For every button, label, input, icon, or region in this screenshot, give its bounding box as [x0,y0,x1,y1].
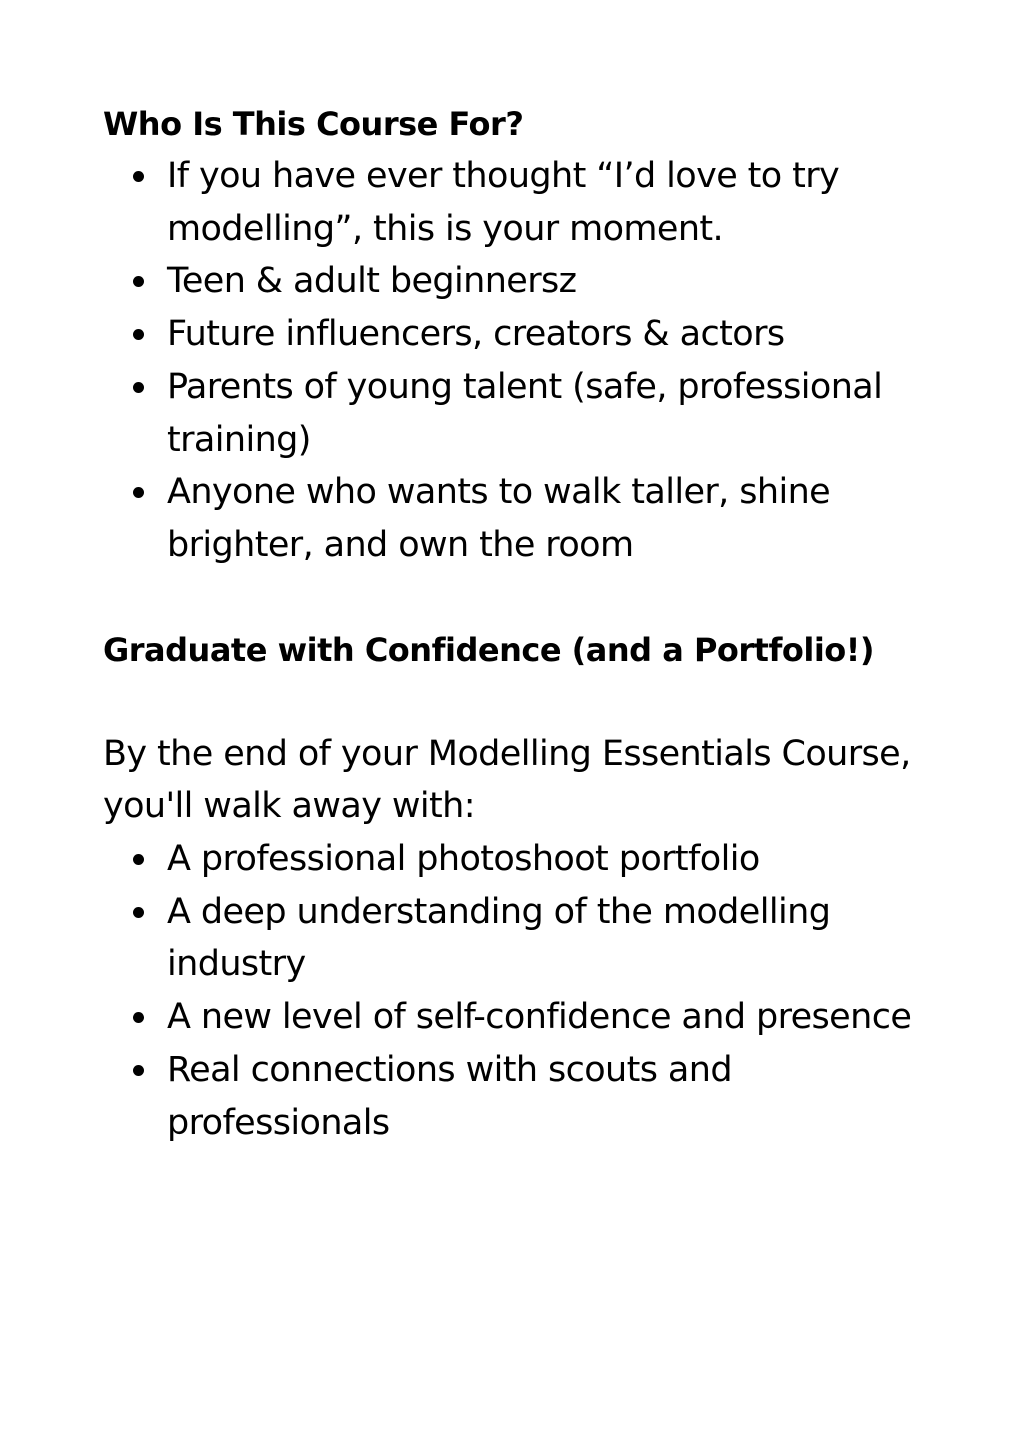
bullet-icon [133,171,144,182]
spacer [103,676,923,728]
list-item-text: A deep understanding of the modelling industry [167,891,831,985]
bullet-icon [133,487,144,498]
list-item-text: Parents of young talent (safe, professional training) [167,366,883,460]
bullet-icon [133,382,144,393]
list-item-text: Real connections with scouts and professionals [167,1049,732,1143]
bullet-icon [133,1012,144,1023]
section-heading-who-for: Who Is This Course For? [103,105,524,143]
list-item [103,361,923,466]
list-item-text: A new level of self-confidence and presence [167,997,912,1038]
list-item [103,255,923,308]
bullet-icon [133,276,144,287]
list-item [103,308,923,361]
bullet-icon [133,854,144,865]
bullet-icon [133,1065,144,1076]
list-item [103,1044,923,1149]
list-item [103,991,923,1044]
intro-paragraph: By the end of your Modelling Essentials Course, you'll walk away with: [103,733,911,827]
list-item [103,466,923,571]
section-heading-graduate: Graduate with Confidence (and a Portfolio!) [103,630,874,669]
list-item [103,886,923,991]
list-item-text: Anyone who wants to walk taller, shine brighter, and own the room [167,472,831,565]
bullet-icon [133,907,144,918]
list-item-text: A professional photoshoot portfolio [167,839,760,880]
list-item-text: Teen & adult beginnersz [167,261,577,302]
audience-list [103,150,923,572]
list-item [103,150,923,255]
bullet-icon [133,329,144,340]
document-content [103,98,923,1149]
list-item-text: If you have ever thought “I’d love to try modelling”, this is your moment. [167,156,840,249]
list-item-text: Future influencers, creators & actors [167,314,785,355]
list-item [103,833,923,886]
outcomes-list [103,833,923,1149]
spacer [103,572,923,624]
